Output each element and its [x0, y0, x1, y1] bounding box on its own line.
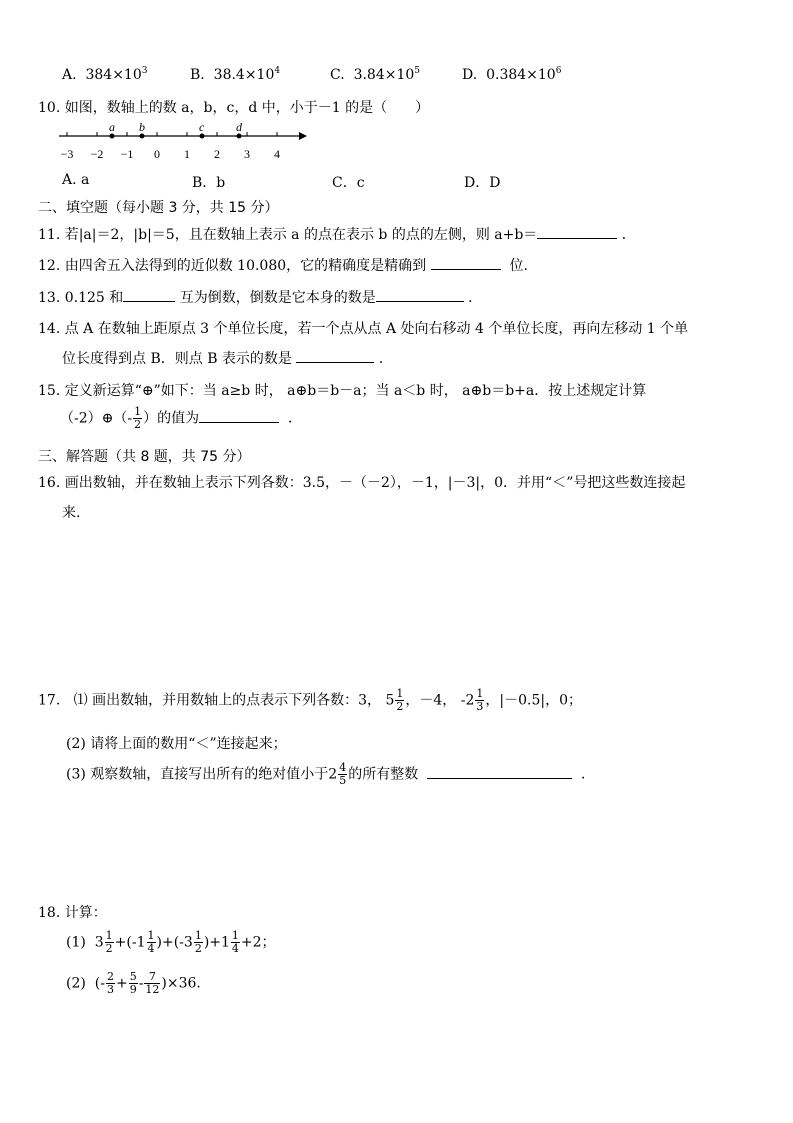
q10-option-d: D．D: [464, 175, 501, 191]
point-label-b: b: [139, 120, 145, 134]
tick-label: 4: [274, 147, 280, 161]
q18-expression-2: (2) (- $\frac{2}{3}$ + $\frac{5}{9}$ - $\frac{7}{12}$ )×36.: [66, 970, 201, 996]
answer-blank[interactable]: [376, 287, 464, 302]
q16-line1: 16. 画出数轴，并在数轴上表示下列各数：3.5，－（－2），－1，|－3|，0．并用“＜”号把这些数连接起: [38, 475, 686, 491]
q9-option-d: D. $0.384\times 10^6$: [462, 66, 562, 83]
section-heading-solutions: 三、解答题（共 8 题，共 75 分）: [38, 449, 251, 465]
answer-blank[interactable]: [427, 764, 572, 779]
q15-line1: 15. 定义新运算“⊕”如下：当 a≥b 时， a⊕b＝b－a；当 a＜b 时， a⊕b＝b+a．按上述规定计算: [38, 383, 647, 399]
tick-label: 2: [214, 147, 220, 161]
fraction: $\frac{1}{2}$: [134, 405, 142, 431]
q9-option-c: C. $3.84\times 10^5$: [330, 66, 421, 83]
answer-blank[interactable]: [123, 287, 175, 302]
section-heading-fill-in: 二、填空题（每小题 3 分，共 15 分）: [38, 200, 279, 216]
answer-blank[interactable]: [537, 224, 617, 239]
fraction: $\frac{1}{4}$: [231, 929, 239, 955]
number-line-arrow: [299, 132, 307, 140]
fraction: $\frac{1}{4}$: [147, 929, 155, 955]
fraction: $\frac{1}{2}$: [396, 687, 404, 713]
point-c: [200, 134, 205, 139]
fraction: $\frac{5}{9}$: [129, 970, 137, 996]
number-line-ticks: [67, 132, 277, 136]
q18-title: 18. 计算：: [38, 905, 107, 921]
answer-blank[interactable]: [431, 255, 501, 270]
answer-blank[interactable]: [296, 348, 374, 363]
q17-part1: 17. ⑴ 画出数轴，并用数轴上的点表示下列各数：3， 5 $\frac{1}{2}$ ，－4， -2 $\frac{1}{3}$ ，|－0.5|，0；: [38, 687, 582, 713]
tick-label: −3: [60, 147, 74, 161]
q14-line2: 位长度得到点 B．则点 B 表示的数是 ．: [62, 348, 393, 368]
q17-part3: (3) 观察数轴，直接写出所有的绝对值小于2 $\frac{4}{5}$ 的所有整数 ．: [66, 761, 596, 787]
point-label-c: c: [199, 120, 205, 134]
q11-question: 11. 若|a|＝2，|b|＝5，且在数轴上表示 a 的点在表示 b 的点的左侧，则 a+b＝ ．: [38, 224, 636, 244]
point-d: [237, 134, 242, 139]
q9-option-a: A. $384\times 10^3$: [62, 66, 148, 83]
point-a: [110, 134, 115, 139]
number-line-figure: [55, 118, 315, 164]
q15-line2: （-2）⊕（- $\frac{1}{2}$ ）的值为 ．: [60, 405, 303, 431]
tick-label: 3: [244, 147, 250, 161]
q9-option-b: B. $38.4\times 10^4$: [190, 66, 281, 83]
q12-question: 12. 由四舍五入法得到的近似数 10.080，它的精确度是精确到 位.: [38, 255, 528, 275]
point-b: [140, 134, 145, 139]
q10-question: 10. 如图，数轴上的数 a，b，c，d 中，小于－1 的是（ ）: [38, 100, 430, 116]
q17-part2: (2) 请将上面的数用“＜”连接起来；: [66, 736, 287, 752]
point-label-a: a: [109, 120, 115, 134]
tick-label: −2: [90, 147, 104, 161]
tick-label: 0: [154, 147, 160, 161]
fraction: $\frac{1}{2}$: [194, 929, 202, 955]
fraction: $\frac{1}{2}$: [105, 929, 113, 955]
tick-label: −1: [120, 147, 134, 161]
q10-option-a: A. a: [62, 172, 90, 188]
fraction: $\frac{1}{3}$: [476, 687, 484, 713]
tick-label: 1: [184, 147, 190, 161]
q10-option-c: C．c: [332, 175, 365, 191]
q10-option-b: B．b: [192, 175, 226, 191]
q14-line1: 14. 点 A 在数轴上距原点 3 个单位长度，若一个点从点 A 处向右移动 4 个单位长度，再向左移动 1 个单: [38, 321, 689, 337]
q16-line2: 来.: [62, 505, 81, 521]
answer-blank[interactable]: [199, 408, 279, 423]
q13-question: 13. 0.125 和 互为倒数，倒数是它本身的数是 ．: [38, 287, 482, 307]
point-label-d: d: [236, 120, 242, 134]
fraction: $\frac{4}{5}$: [339, 761, 347, 787]
fraction: $\frac{7}{12}$: [145, 970, 160, 996]
fraction: $\frac{2}{3}$: [106, 970, 114, 996]
q18-expression-1: (1) 3 $\frac{1}{2}$ +(-1 $\frac{1}{4}$ )+(-3 $\frac{1}{2}$ )+1 $\frac{1}{4}$ +2；: [66, 929, 276, 955]
